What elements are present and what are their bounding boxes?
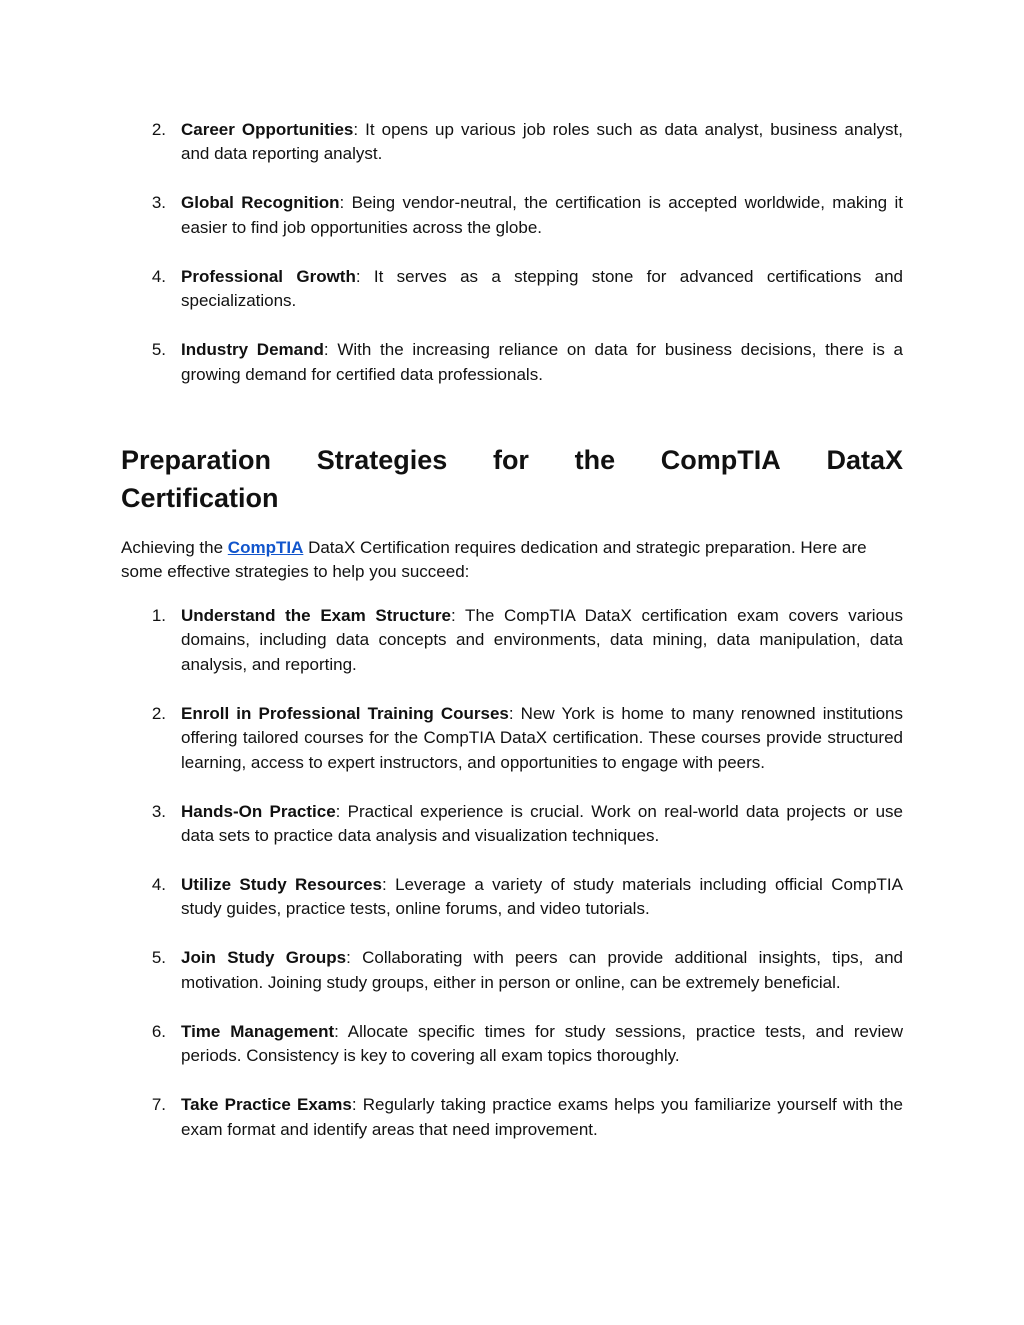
list-item — [121, 800, 903, 849]
intro-text-after: DataX Certification requires dedication and strategic preparation. Here are some effective strategies to help you succeed: — [121, 538, 867, 582]
list-item-text — [181, 800, 903, 849]
list-item-description: : Being vendor-neutral, the certification is accepted worldwide, making it easier to find job opportunities across the globe. — [181, 193, 903, 237]
list-number: 4. — [151, 266, 166, 286]
section-heading — [121, 442, 903, 517]
list-item — [121, 118, 903, 167]
list-item — [121, 946, 903, 995]
list-item-title: Join Study Groups — [181, 948, 347, 968]
list-item-description: : The CompTIA DataX certification exam covers various domains, including data concepts and environments, data mining, data manipulation, data analysis, and reporting. — [181, 606, 903, 674]
list-item-description: : Collaborating with peers can provide additional insights, tips, and motivation. Joining study groups, either in person or online, can be extremely beneficial. — [181, 948, 903, 992]
list-item-description: : Regularly taking practice exams helps you familiarize yourself with the exam format and identify areas that need improvement. — [181, 1095, 903, 1139]
list-item-description: : New York is home to many renowned institutions offering tailored courses for the CompTIA DataX certification. These courses provide structured learning, access to expert instructors, and opportunities to engage with peers. — [181, 703, 904, 772]
comptia-link[interactable]: CompTIA — [227, 538, 304, 557]
list-item-title: Global Recognition — [181, 193, 340, 213]
list-item-text — [181, 702, 903, 775]
list-item-description: : It serves as a stepping stone for advanced certifications and specializations. — [181, 266, 904, 311]
list-item-description: : Practical experience is crucial. Work on real-world data projects or use data sets to practice data analysis and visualization techniques. — [181, 801, 904, 846]
list-item-text — [181, 1093, 903, 1142]
list-number: 2. — [151, 120, 166, 139]
list-item-title: Enroll in Professional Training Courses — [181, 703, 509, 723]
list-item-description: : It opens up various job roles such as data analyst, business analyst, and data reporting analyst. — [181, 120, 903, 164]
heading-word: CompTIA — [660, 445, 781, 475]
list-item-text — [181, 1020, 903, 1069]
list-item-title: Time Management — [181, 1021, 335, 1041]
list-item-title: Understand the Exam Structure — [181, 606, 451, 625]
list-item-text — [181, 946, 903, 995]
list-item-description: : With the increasing reliance on data for business decisions, there is a growing demand for certified data professionals. — [181, 340, 904, 384]
list-item-text — [181, 265, 903, 314]
list-item-description: : Allocate specific times for study sessions, practice tests, and review periods. Consistency is key to covering all exam topics thoroughly. — [181, 1021, 903, 1066]
heading-word: DataX — [826, 445, 903, 475]
list-item-description: : Leverage a variety of study materials including official CompTIA study guides, practice tests, online forums, and video tutorials. — [181, 875, 903, 919]
list-number: 5. — [151, 340, 166, 360]
heading-line-2: Certification — [121, 482, 279, 513]
list-number: 3. — [151, 193, 166, 213]
list-item — [121, 1020, 903, 1069]
list-item — [121, 873, 903, 922]
list-item — [121, 338, 903, 387]
heading-line-1 — [121, 442, 903, 480]
list-item-text — [181, 118, 903, 167]
list-item-title: Industry Demand — [181, 340, 324, 360]
list-number: 6. — [151, 1021, 166, 1041]
heading-word: for — [492, 445, 529, 475]
list-item-text — [181, 604, 903, 677]
heading-word: Preparation — [121, 445, 272, 475]
list-item — [121, 604, 903, 677]
list-item — [121, 1093, 903, 1142]
list-number: 2. — [151, 703, 166, 723]
list-number: 4. — [151, 875, 166, 895]
heading-word: Strategies — [316, 445, 448, 475]
list-item-title: Professional Growth — [181, 266, 356, 286]
intro-paragraph — [121, 536, 903, 585]
list-item-text — [181, 191, 903, 240]
list-item-title: Career Opportunities — [181, 120, 354, 139]
list-item — [121, 191, 903, 240]
list-number: 5. — [151, 948, 166, 968]
list-number: 3. — [151, 801, 166, 821]
list-item — [121, 702, 903, 775]
list-item-text — [181, 873, 903, 922]
intro-text-before: Achieving the — [121, 538, 228, 557]
list-number: 1. — [151, 606, 166, 625]
list-item — [121, 265, 903, 314]
heading-word: the — [574, 445, 616, 475]
list-item-title: Utilize Study Resources — [181, 875, 382, 895]
list-item-title: Hands-On Practice — [181, 801, 336, 821]
list-number: 7. — [151, 1095, 166, 1115]
benefits-list — [121, 118, 903, 412]
list-item-title: Take Practice Exams — [181, 1095, 352, 1115]
list-item-text — [181, 338, 903, 387]
strategies-list — [121, 604, 903, 1167]
